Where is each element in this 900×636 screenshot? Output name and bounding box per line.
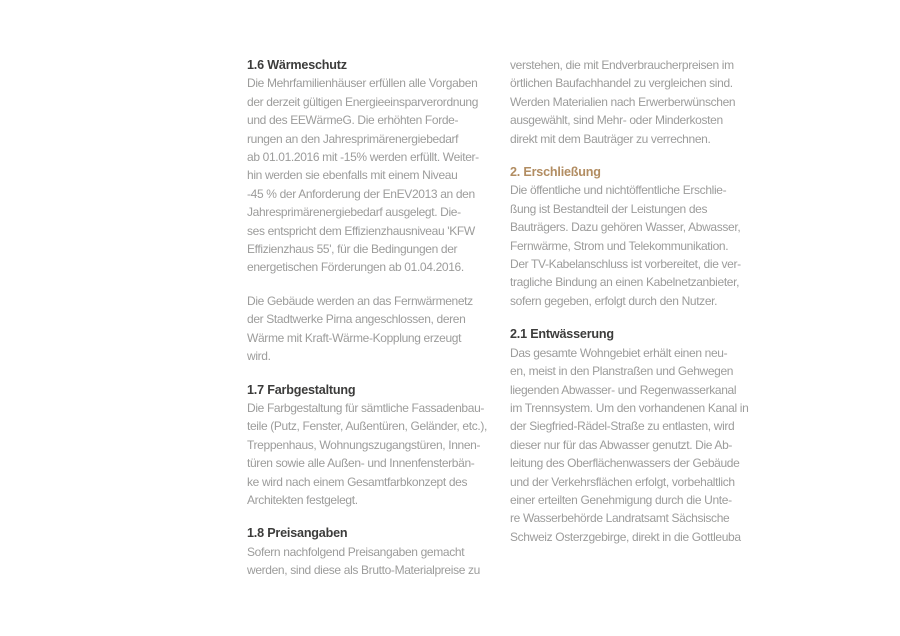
text-line: Treppenhaus, Wohnungszugangstüren, Innen- — [247, 437, 481, 452]
text-line: Die Mehrfamilienhäuser erfüllen alle Vorgaben — [247, 76, 478, 91]
text-line: Architekten festgelegt. — [247, 492, 358, 507]
text-line: Jahresprimärenergiebedarf ausgelegt. Die- — [247, 205, 461, 220]
text-line: der Siegfried-Rädel-Straße zu entlasten, wird — [510, 419, 735, 434]
text-line: dieser nur für das Abwasser genutzt. Die Ab- — [510, 437, 733, 452]
text-line: und der Verkehrsflächen erfolgt, vorbehaltlich — [510, 474, 735, 489]
text-line: verstehen, die mit Endverbraucherpreisen im — [510, 58, 734, 72]
text-line: ke wird nach einem Gesamtfarbkonzept des — [247, 474, 468, 489]
text-line: Die Gebäude werden an das Fernwärmenetz — [247, 293, 473, 308]
section-heading: 2.1 Entwässerung — [510, 327, 614, 342]
text-line: hin werden sie ebenfalls mit einem Niveau — [247, 168, 458, 183]
text-line: energetischen Förderungen ab 01.04.2016. — [247, 260, 464, 275]
text-column-2 — [510, 56, 749, 595]
paragraph — [510, 344, 749, 546]
text-line: direkt mit dem Bauträger zu verrechnen. — [510, 131, 711, 146]
text-line: türen sowie alle Außen- und Innenfensterbän- — [247, 456, 475, 471]
text-line: ßung ist Bestandteil der Leistungen des — [510, 201, 708, 216]
text-line: leitung des Oberflächenwassers der Gebäude — [510, 456, 740, 471]
text-line: ab 01.01.2016 mit -15% werden erfüllt. Weiter- — [247, 150, 479, 165]
section-heading: 2. Erschließung — [510, 165, 601, 180]
paragraph — [247, 543, 479, 580]
text-line: tragliche Bindung an einen Kabelnetzanbieter, — [510, 275, 740, 290]
paragraph — [247, 292, 479, 366]
text-line: re Wasserbehörde Landratsamt Sächsische — [510, 511, 730, 526]
text-column-1 — [247, 56, 487, 595]
text-line: einer erteilten Genehmigung durch die Unte- — [510, 492, 732, 507]
text-line: Effizienzhaus 55', für die Bedingungen der — [247, 242, 458, 257]
text-line: Sofern nachfolgend Preisangaben gemacht — [247, 544, 465, 559]
text-line: en, meist in den Planstraßen und Gehwegen — [510, 364, 734, 379]
text-line: und des EEWärmeG. Die erhöhten Forde- — [247, 113, 459, 128]
section-heading: 1.6 Wärmeschutz — [247, 58, 347, 72]
text-line: örtlichen Baufachhandel zu vergleichen sind. — [510, 76, 733, 91]
text-line: Schweiz Osterzgebirge, direkt in die Gottleuba — [510, 529, 741, 544]
section-heading: 1.7 Farbgestaltung — [247, 382, 356, 397]
text-line: -45 % der Anforderung der EnEV2013 an den — [247, 186, 475, 201]
paragraph — [247, 74, 479, 276]
paragraph — [510, 56, 742, 148]
text-line: Wärme mit Kraft-Wärme-Kopplung erzeugt — [247, 330, 462, 345]
paragraph — [247, 399, 487, 509]
text-line: Bauträgers. Dazu gehören Wasser, Abwasser, — [510, 220, 741, 235]
text-line: Die Farbgestaltung für sämtliche Fassadenbau- — [247, 400, 485, 415]
text-line: der Stadtwerke Pirna angeschlossen, deren — [247, 312, 466, 327]
text-line: Werden Materialien nach Erwerberwünschen — [510, 94, 736, 109]
text-line: Das gesamte Wohngebiet erhält einen neu- — [510, 345, 728, 360]
text-line: ses entspricht dem Effizienzhausniveau 'KFW — [247, 223, 475, 238]
paragraph — [510, 181, 742, 310]
text-line: der derzeit gültigen Energieeinsparverordnung — [247, 94, 479, 109]
text-line: sofern gegeben, erfolgt durch den Nutzer. — [510, 293, 718, 308]
text-line: im Trennsystem. Um den vorhandenen Kanal in — [510, 400, 749, 415]
section-heading: 1.8 Preisangaben — [247, 526, 348, 541]
text-line: rungen an den Jahresprimärenergiebedarf — [247, 131, 459, 146]
text-line: Die öffentliche und nichtöffentliche Erschlie- — [510, 183, 727, 198]
text-line: teile (Putz, Fenster, Außentüren, Geländer, etc.), — [247, 419, 487, 434]
text-line: liegenden Abwasser- und Regenwasserkanal — [510, 382, 737, 397]
text-line: wird. — [247, 349, 271, 364]
text-line: werden, sind diese als Brutto-Materialpreise zu — [247, 563, 481, 578]
text-line: Fernwärme, Strom und Telekommunikation. — [510, 238, 729, 253]
text-line: ausgewählt, sind Mehr- oder Minderkosten — [510, 113, 723, 128]
text-line: Der TV-Kabelanschluss ist vorbereitet, die ver- — [510, 257, 741, 272]
